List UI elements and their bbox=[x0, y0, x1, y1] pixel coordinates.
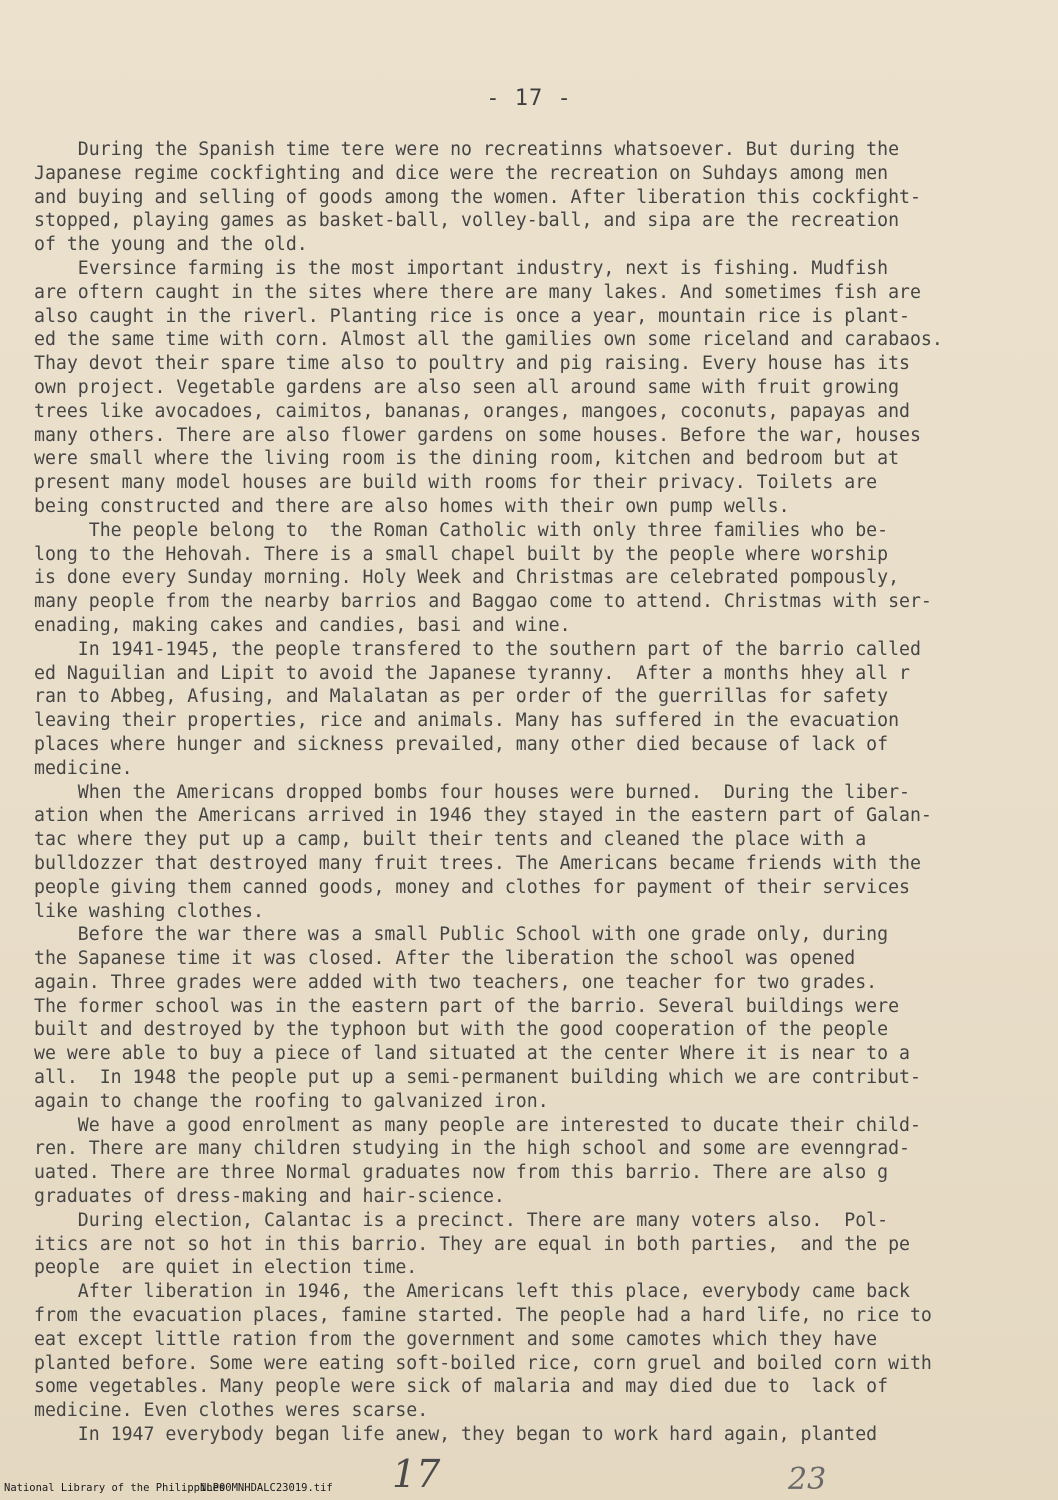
text-line: trees like avocadoes, caimitos, bananas, oranges, mangoes, coconuts, papayas and bbox=[34, 400, 910, 422]
text-line: During election, Calantac is a precinct. There are many voters also. Pol- bbox=[34, 1209, 889, 1231]
text-line: and buying and selling of goods among the women. After liberation this cockfight- bbox=[34, 186, 921, 208]
text-line: During the Spanish time tere were no recreatinns whatsoever. But during the bbox=[34, 139, 900, 160]
text-line: Before the war there was a small Public School with one grade only, during bbox=[34, 924, 889, 946]
text-line: many people from the nearby barrios and Baggao come to attend. Christmas with ser- bbox=[34, 591, 932, 613]
text-line: also caught in the riverl. Planting rice is once a year, mountain rice is plant- bbox=[34, 305, 910, 327]
text-line: Eversince farming is the most important industry, next is fishing. Mudfish bbox=[34, 257, 889, 279]
text-line: ren. There are many children studying in the high school and some are evenngrad- bbox=[34, 1138, 910, 1160]
text-line: built and destroyed by the typhoon but with the good cooperation of the people bbox=[34, 1019, 889, 1041]
text-line: again. Three grades were added with two teachers, one teacher for two grades. bbox=[34, 971, 878, 993]
text-line: ed Naguilian and Lipit to avoid the Japanese tyranny. After a months hhey all r bbox=[34, 662, 910, 684]
text-line: leaving their properties, rice and animals. Many has suffered in the evacuation bbox=[34, 710, 900, 732]
text-line: all. In 1948 the people put up a semi-permanent building which we are contribut- bbox=[34, 1067, 921, 1089]
text-line: long to the Hehovah. There is a small chapel built by the people where worship bbox=[34, 543, 889, 565]
text-line: bulldozzer that destroyed many fruit trees. The Americans became friends with the bbox=[34, 852, 921, 874]
text-line: In 1941-1945, the people transfered to the southern part of the barrio called bbox=[34, 638, 921, 660]
text-line: is done every Sunday morning. Holy Week and Christmas are celebrated pompously, bbox=[34, 567, 900, 589]
text-line: places where hunger and sickness prevailed, many other died because of lack of bbox=[34, 733, 889, 755]
text-line: of the young and the old. bbox=[34, 234, 308, 256]
text-line: people are quiet in election time. bbox=[34, 1257, 418, 1279]
text-line: medicine. bbox=[34, 757, 133, 779]
text-line: enading, making cakes and candies, basi and wine. bbox=[34, 614, 571, 636]
page-number: - 17 - bbox=[486, 86, 572, 111]
body-text bbox=[34, 138, 1034, 1447]
text-line: like washing clothes. bbox=[34, 900, 264, 922]
handwritten-number-right: 23 bbox=[788, 1462, 827, 1497]
text-line: we were able to buy a piece of land situated at the center Where it is near to a bbox=[34, 1043, 910, 1065]
text-line: being constructed and there are also homes with their own pump wells. bbox=[34, 495, 790, 517]
text-line: When the Americans dropped bombs four houses were burned. During the liber- bbox=[34, 781, 910, 803]
text-line: some vegetables. Many people were sick of malaria and may died due to lack of bbox=[34, 1376, 889, 1398]
text-line: The former school was in the eastern part of the barrio. Several buildings were bbox=[34, 995, 900, 1017]
text-line: are oftern caught in the sites where there are many lakes. And sometimes fish are bbox=[34, 281, 921, 303]
text-line: people giving them canned goods, money and clothes for payment of their services bbox=[34, 876, 910, 898]
text-line: ation when the Americans arrived in 1946 they stayed in the eastern part of Galan- bbox=[34, 805, 932, 827]
text-line: present many model houses are build with rooms for their privacy. Toilets are bbox=[34, 472, 878, 494]
text-line: many others. There are also flower gardens on some houses. Before the war, houses bbox=[34, 424, 921, 446]
text-line: We have a good enrolment as many people are interested to ducate their child- bbox=[34, 1114, 921, 1136]
text-line: stopped, playing games as basket-ball, volley-ball, and sipa are the recreation bbox=[34, 210, 900, 232]
text-line: itics are not so hot in this barrio. They are equal in both parties, and the pe bbox=[34, 1233, 910, 1255]
scan-footer bbox=[0, 1478, 1058, 1500]
text-line: graduates of dress-making and hair-science. bbox=[34, 1186, 505, 1208]
library-caption: National Library of the Philippines bbox=[4, 1482, 226, 1494]
text-line: from the evacuation places, famine started. The people had a hard life, no rice to bbox=[34, 1305, 932, 1327]
text-line: the Sapanese time it was closed. After the liberation the school was opened bbox=[34, 948, 856, 970]
text-line: After liberation in 1946, the Americans left this place, everybody came back bbox=[34, 1281, 910, 1303]
text-line: medicine. Even clothes weres scarse. bbox=[34, 1400, 429, 1422]
text-line: ran to Abbeg, Afusing, and Malalatan as per order of the guerrillas for safety bbox=[34, 686, 889, 708]
text-line: ed the same time with corn. Almost all the gamilies own some riceland and carabaos. bbox=[34, 329, 943, 351]
text-line: own project. Vegetable gardens are also seen all around same with fruit growing bbox=[34, 376, 900, 398]
text-line: eat except little ration from the government and some camotes which they have bbox=[34, 1328, 878, 1350]
text-line: were small where the living room is the dining room, kitchen and bedroom but at bbox=[34, 448, 900, 470]
text-line: In 1947 everybody began life anew, they began to work hard again, planted bbox=[34, 1424, 878, 1446]
handwritten-number-left: 17 bbox=[392, 1452, 441, 1496]
text-line: planted before. Some were eating soft-boiled rice, corn gruel and boiled corn with bbox=[34, 1352, 932, 1374]
file-caption: NLP00MNHDALC23019.tif bbox=[200, 1482, 333, 1494]
text-line: Japanese regime cockfighting and dice were the recreation on Suhdays among men bbox=[34, 162, 889, 184]
text-line: uated. There are three Normal graduates now from this barrio. There are also g bbox=[34, 1162, 889, 1184]
text-line: again to change the roofing to galvanized iron. bbox=[34, 1090, 549, 1112]
text-line: Thay devot their spare time also to poultry and pig raising. Every house has its bbox=[34, 353, 910, 375]
text-line: The people belong to the Roman Catholic with only three families who be- bbox=[34, 519, 889, 541]
text-line: tac where they put up a camp, built their tents and cleaned the place with a bbox=[34, 829, 867, 851]
